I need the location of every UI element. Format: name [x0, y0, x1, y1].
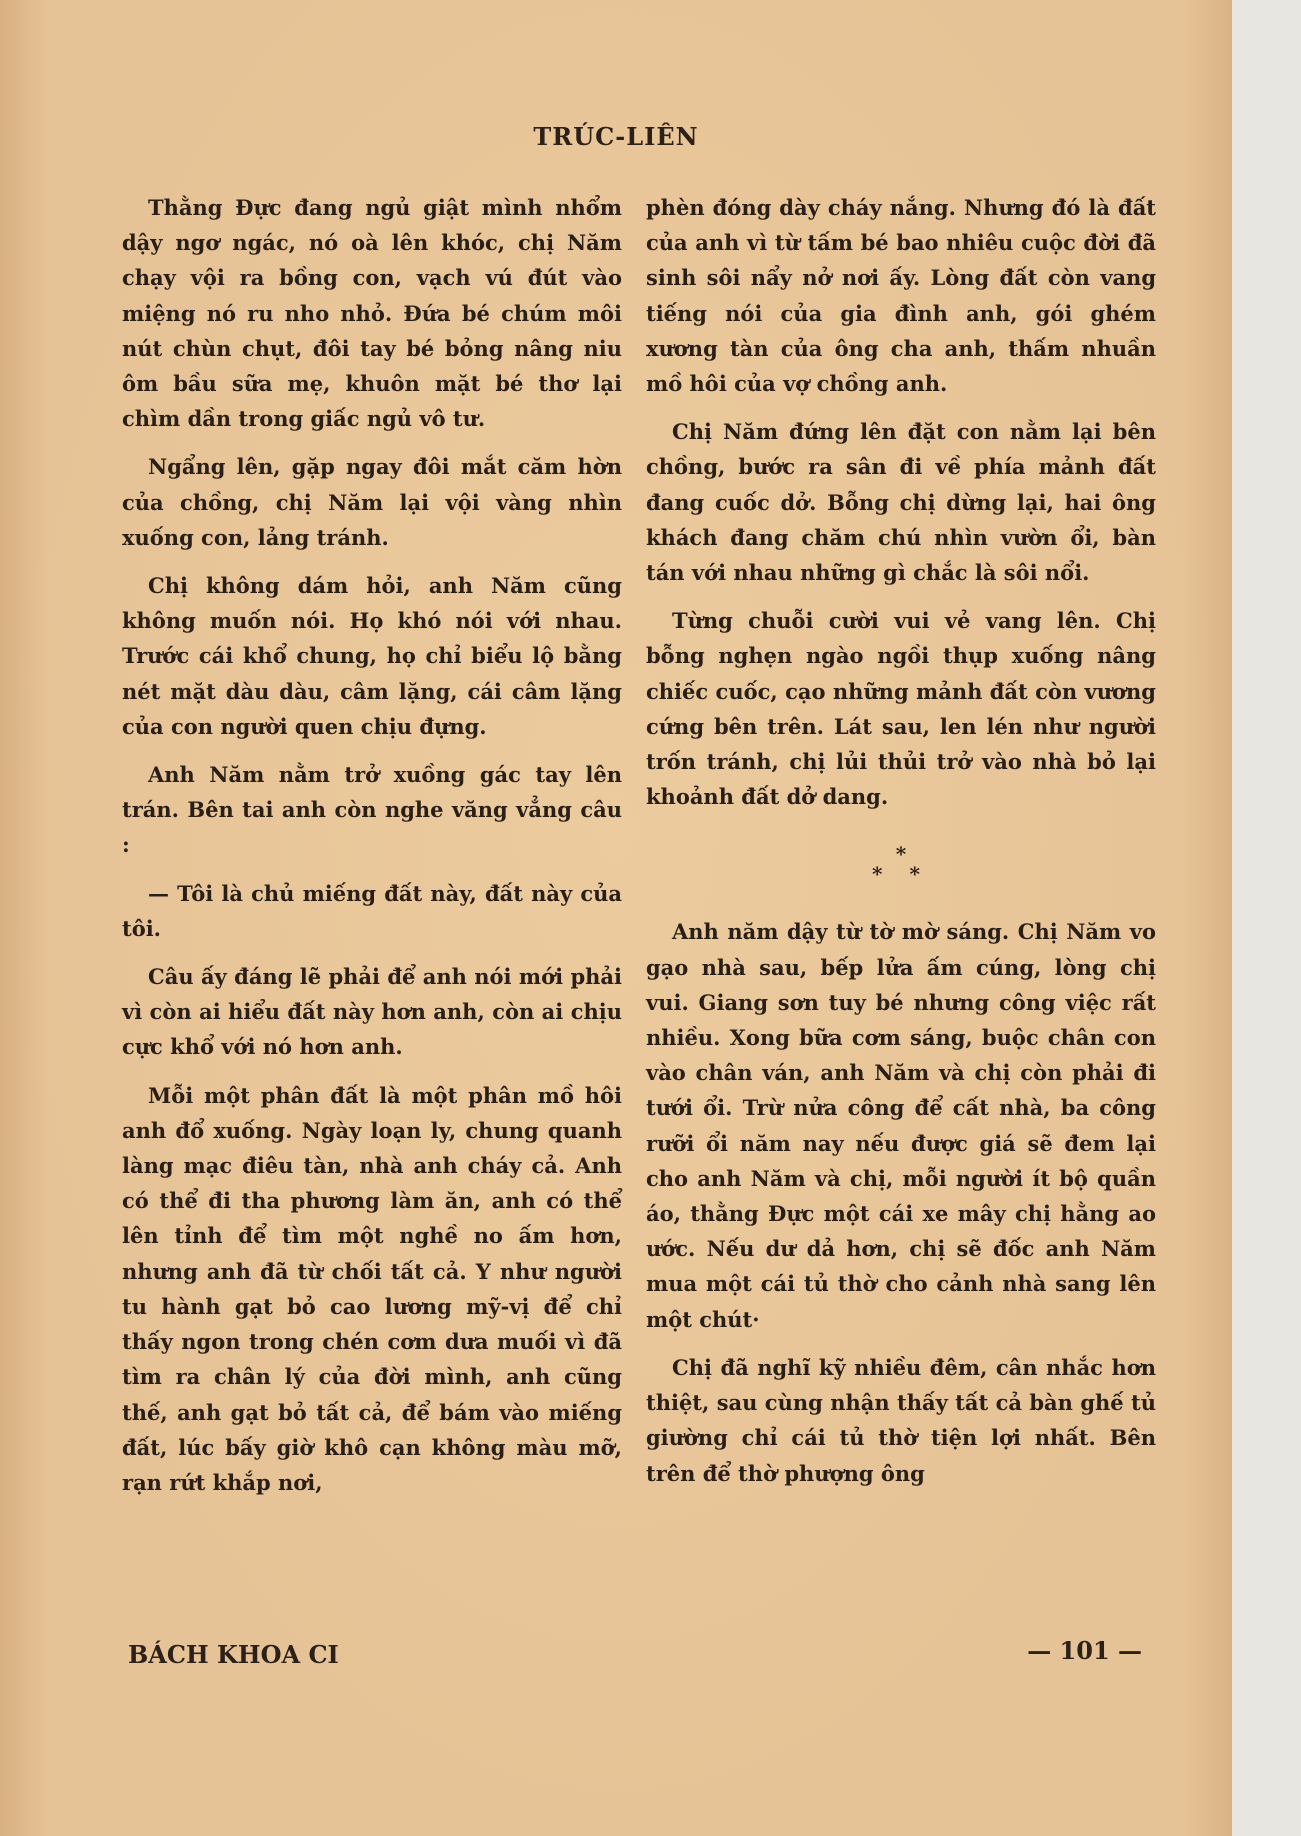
- left-column: [122, 190, 622, 1513]
- right-column: [646, 190, 1156, 1504]
- paragraph: Chị đã nghĩ kỹ nhiều đêm, cân nhắc hơn thiệt, sau cùng nhận thấy tất cả bàn ghế tủ giường chỉ cái tủ thờ tiện lợi nhất. Bên trên để thờ phượng ông: [646, 1354, 1156, 1486]
- page-number: — 101 —: [1027, 1636, 1142, 1665]
- paragraph: Anh Năm nằm trở xuồng gác tay lên trán. Bên tai anh còn nghe văng vẳng câu :: [122, 762, 622, 858]
- paragraph: Từng chuỗi cười vui vẻ vang lên. Chị bỗng nghẹn ngào ngồi thụp xuống nâng chiếc cuốc, cạo những mảnh đất còn vương cứng bên trên. Lát sau, len lén như người trốn tránh, chị lủi thủi trở vào nhà bỏ lại khoảnh đất dở dang.: [646, 608, 1156, 810]
- dialogue-line: — Tôi là chủ miếng đất này, đất này của tôi.: [122, 880, 622, 941]
- running-header: TRÚC-LIÊN: [533, 122, 699, 151]
- paragraph: Ngẩng lên, gặp ngay đôi mắt căm hờn của chồng, chị Năm lại vội vàng nhìn xuống con, lảng tránh.: [122, 454, 622, 550]
- section-break-stars-bottom: * *: [872, 862, 930, 887]
- paragraph: Mỗi một phân đất là một phân mồ hôi anh đổ xuống. Ngày loạn ly, chung quanh làng mạc điêu tàn, nhà anh cháy cả. Anh có thể đi tha phương làm ăn, anh có thể lên tỉnh để tìm một nghề no ấm hơn, nhưng anh đã từ chối tất cả. Y như người tu hành gạt bỏ cao lương mỹ-vị để chỉ thấy ngon trong chén cơm dưa muối vì đã tìm ra chân lý của đời mình, anh cũng thế, anh gạt bỏ tất cả, để bám vào miếng đất, lúc bấy giờ khô cạn không màu mỡ, rạn rứt khắp nơi,: [122, 1082, 622, 1495]
- paragraph: Chị không dám hỏi, anh Năm cũng không muốn nói. Họ khó nói với nhau. Trước cái khổ chung, họ chỉ biểu lộ bằng nét mặt dàu dàu, câm lặng, cái câm lặng của con người quen chịu đựng.: [122, 573, 622, 739]
- paragraph: Anh năm dậy từ tờ mờ sáng. Chị Năm vo gạo nhà sau, bếp lửa ấm cúng, lòng chị vui. Giang sơn tuy bé nhưng công việc rất nhiều. Xong bữa cơm sáng, buộc chân con vào chân ván, anh Năm và chị còn phải đi tưới ổi. Trừ nửa công để cất nhà, ba công rưỡi ổi năm nay nếu được giá sẽ đem lại cho anh Năm và chị, mỗi người ít bộ quần áo, thằng Đực một cái xe mây chị hằng ao ước. Nếu dư dả hơn, chị sẽ đốc anh Năm mua một cái tủ thờ cho cảnh nhà sang lên một chút·: [646, 919, 1156, 1332]
- paragraph: Thằng Đực đang ngủ giật mình nhổm dậy ngơ ngác, nó oà lên khóc, chị Năm chạy vội ra bồng con, vạch vú đút vào miệng nó ru nho nhỏ. Đứa bé chúm môi nút chùn chụt, đôi tay bé bỏng nâng niu ôm bầu sữa mẹ, khuôn mặt bé thơ lại chìm dần trong giấc ngủ vô tư.: [122, 195, 622, 432]
- paragraph: Chị Năm đứng lên đặt con nằm lại bên chồng, bước ra sân đi về phía mảnh đất đang cuốc dở. Bỗng chị dừng lại, hai ông khách đang chăm chú nhìn vườn ổi, bàn tán với nhau những gì chắc là sôi nổi.: [646, 419, 1156, 586]
- magazine-name: BÁCH KHOA CI: [128, 1640, 339, 1669]
- section-break: [646, 842, 1156, 887]
- section-break-star-top: *: [895, 842, 907, 867]
- paragraph: phèn đóng dày cháy nắng. Nhưng đó là đất của anh vì từ tấm bé bao nhiêu cuộc đời đã sinh sôi nẩy nở nơi ấy. Lòng đất còn vang tiếng nói của gia đình anh, gói ghém xương tàn của ông cha anh, thấm nhuần mồ hôi của vợ chồng anh.: [646, 195, 1156, 397]
- paragraph: Câu ấy đáng lẽ phải để anh nói mới phải vì còn ai hiểu đất này hơn anh, còn ai chịu cực khổ với nó hơn anh.: [122, 964, 622, 1060]
